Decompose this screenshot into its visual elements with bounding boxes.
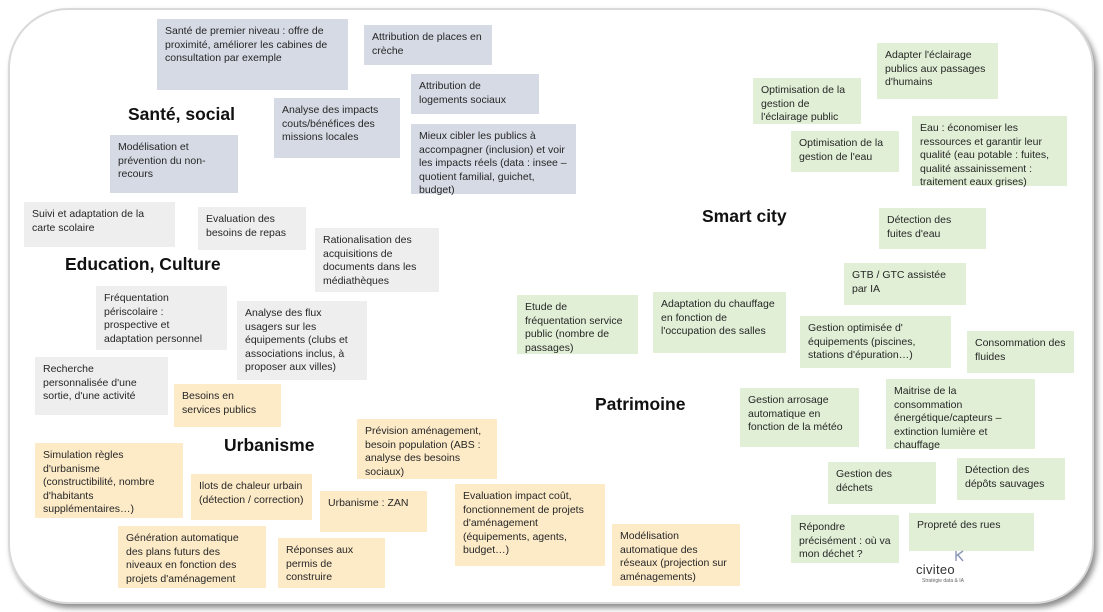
note-gestion-eclairage: Optimisation de la gestion de l'éclairage public [753,78,861,124]
note-simulation-regles: Simulation règles d'urbanisme (constructibilité, nombre d'habitants supplémentaires…) [35,443,183,518]
note-carte-scolaire: Suivi et adaptation de la carte scolaire [24,202,175,247]
title-education-culture: Education, Culture [65,254,221,274]
note-ilots-chaleur: Ilots de chaleur urbain (détection / correction) [191,474,312,520]
note-gestion-eau: Optimisation de la gestion de l'eau [791,131,899,172]
title-urbanisme: Urbanisme [224,435,315,455]
note-frequentation-service: Etude de fréquentation service public (nombre de passages) [517,295,638,354]
note-gtb-gtc: GTB / GTC assistée par IA [844,263,966,305]
note-mediatheques: Rationalisation des acquisitions de documents dans les médiathèques [315,228,439,292]
logo-mark-icon [954,550,966,562]
note-places-creche: Attribution de places en crèche [364,25,492,65]
note-proprete-rues: Propreté des rues [909,513,1034,551]
note-consommation-fluides: Consommation des fluides [967,331,1074,373]
note-zan: Urbanisme : ZAN [320,491,427,532]
note-services-publics: Besoins en services publics [174,384,281,427]
logo-name: civiteo [916,562,955,577]
note-cibler-publics: Mieux cibler les publics à accompagner (inclusion) et voir les impacts réels (data : insee – quotient familial, guichet, budget) [411,124,576,194]
note-eau-ressources: Eau : économiser les ressources et garantir leur qualité (eau potable : fuites, qualité assainissement : traitement eaux grises) [912,116,1067,186]
note-fuites-eau: Détection des fuites d'eau [879,208,986,249]
note-evaluation-impact: Evaluation impact coût, fonctionnement de projets d'aménagement (équipements, agents, budget…) [455,484,605,566]
note-gestion-dechets: Gestion des déchets [828,462,936,504]
note-arrosage-automatique: Gestion arrosage automatique en fonction de la météo [740,388,859,447]
note-ou-va-dechet: Répondre précisément : où va mon déchet ? [791,515,899,563]
note-chauffage-salles: Adaptation du chauffage en fonction de l'occupation des salles [653,292,786,353]
note-gestion-equipements: Gestion optimisée d' équipements (piscines, stations d'épuration…) [800,316,951,368]
note-logements-sociaux: Attribution de logements sociaux [411,74,539,114]
note-maitrise-consommation: Maitrise de la consommation énergétique/capteurs – extinction lumière et chauffage [886,379,1035,449]
note-eclairage-passages: Adapter l'éclairage publics aux passages d'humains [877,43,998,99]
note-modelisation-reseaux: Modélisation automatique des réseaux (projection sur aménagements) [612,524,740,586]
note-sante-premier-niveau: Santé de premier niveau : offre de proximité, améliorer les cabines de consultation par exemple [157,19,348,90]
logo-tagline: Stratégie data & IA [922,578,964,584]
note-recherche-sortie: Recherche personnalisée d'une sortie, d'une activité [35,357,168,415]
note-permis-construire: Réponses aux permis de construire [278,538,385,588]
note-periscolaire: Fréquentation périscolaire : prospective et adaptation personnel [96,286,227,350]
title-patrimoine: Patrimoine [595,394,686,414]
title-smart-city: Smart city [702,206,787,226]
note-prevision-amenagement: Prévision aménagement, besoin population (ABS : analyse des besoins sociaux) [357,419,497,479]
note-missions-locales: Analyse des impacts couts/bénéfices des missions locales [274,98,400,158]
civiteo-logo [916,550,986,588]
note-flux-usagers: Analyse des flux usagers sur les équipements (clubs et associations inclus, à proposer aux villes) [237,301,367,380]
title-sante-social: Santé, social [128,104,235,124]
note-besoins-repas: Evaluation des besoins de repas [198,207,306,250]
note-depots-sauvages: Détection des dépôts sauvages [957,458,1065,500]
note-generation-plans: Génération automatique des plans futurs des niveaux en fonction des projets d'aménagement [118,526,266,588]
note-non-recours: Modélisation et prévention du non-recours [110,135,238,193]
